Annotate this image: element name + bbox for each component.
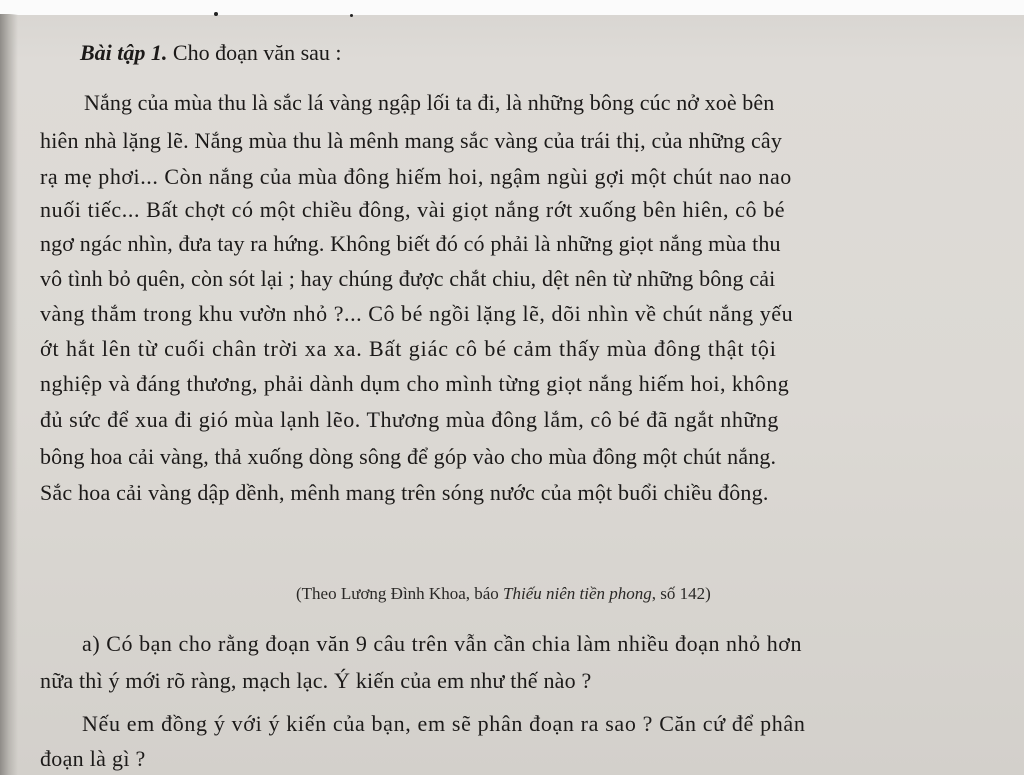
source-prefix: (Theo Lương Đình Khoa, báo — [296, 584, 504, 603]
passage-line: vô tình bỏ quên, còn sót lại ; hay chúng được chắt chiu, dệt nên từ những bông cải — [40, 266, 776, 291]
passage-line: vàng thắm trong khu vườn nhỏ ?... Cô bé ngồi lặng lẽ, dõi nhìn về chút nắng yếu — [40, 301, 794, 326]
source-citation — [296, 585, 711, 602]
passage-line: rạ mẹ phơi... Còn nắng của mùa đông hiếm hoi, ngậm ngùi gợi một chút nao nao — [40, 164, 792, 189]
passage-line: Sắc hoa cải vàng dập dềnh, mênh mang trên sóng nước của một buổi chiều đông. — [40, 480, 769, 505]
passage-line: ớt hắt lên từ cuối chân trời xa xa. Bất giác cô bé cảm thấy mùa đông thật tội — [40, 336, 777, 361]
passage-line: Nắng của mùa thu là sắc lá vàng ngập lối ta đi, là những bông cúc nở xoè bên — [84, 90, 775, 115]
page-binding-shadow — [0, 14, 18, 775]
passage-line: bông hoa cải vàng, thả xuống dòng sông để góp vào cho mùa đông một chút nắng. — [40, 444, 777, 469]
page-top-edge — [0, 0, 1024, 15]
source-suffix: , số 142) — [651, 584, 711, 603]
exercise-instruction: Cho đoạn văn sau : — [172, 40, 342, 65]
exercise-label: Bài tập 1. — [80, 40, 168, 65]
passage-line: nghiệp và đáng thương, phải dành dụm cho mình từng giọt nắng hiếm hoi, không — [40, 371, 790, 396]
passage-line: ngơ ngác nhìn, đưa tay ra hứng. Không biết đó có phải là những giọt nắng mùa thu — [40, 231, 781, 256]
question-followup-line: Nếu em đồng ý với ý kiến của bạn, em sẽ phân đoạn ra sao ? Căn cứ để phân — [82, 711, 806, 736]
source-publication: Thiếu niên tiền phong — [503, 584, 652, 603]
exercise-heading — [80, 42, 342, 64]
passage-line: đủ sức để xua đi gió mùa lạnh lẽo. Thương mùa đông lắm, cô bé đã ngắt những — [40, 407, 779, 432]
ink-speck — [350, 14, 353, 17]
question-followup-line: đoạn là gì ? — [40, 746, 146, 771]
question-a-line: a) Có bạn cho rằng đoạn văn 9 câu trên vẫn cần chia làm nhiều đoạn nhỏ hơn — [82, 631, 803, 656]
passage-line: nuối tiếc... Bất chợt có một chiều đông, vài giọt nắng rớt xuống bên hiên, cô bé — [40, 197, 786, 222]
passage-line: hiên nhà lặng lẽ. Nắng mùa thu là mênh mang sắc vàng của trái thị, của những cây — [40, 128, 783, 153]
question-a-line: nữa thì ý mới rõ ràng, mạch lạc. Ý kiến của em như thế nào ? — [40, 668, 592, 693]
ink-speck — [214, 12, 218, 16]
